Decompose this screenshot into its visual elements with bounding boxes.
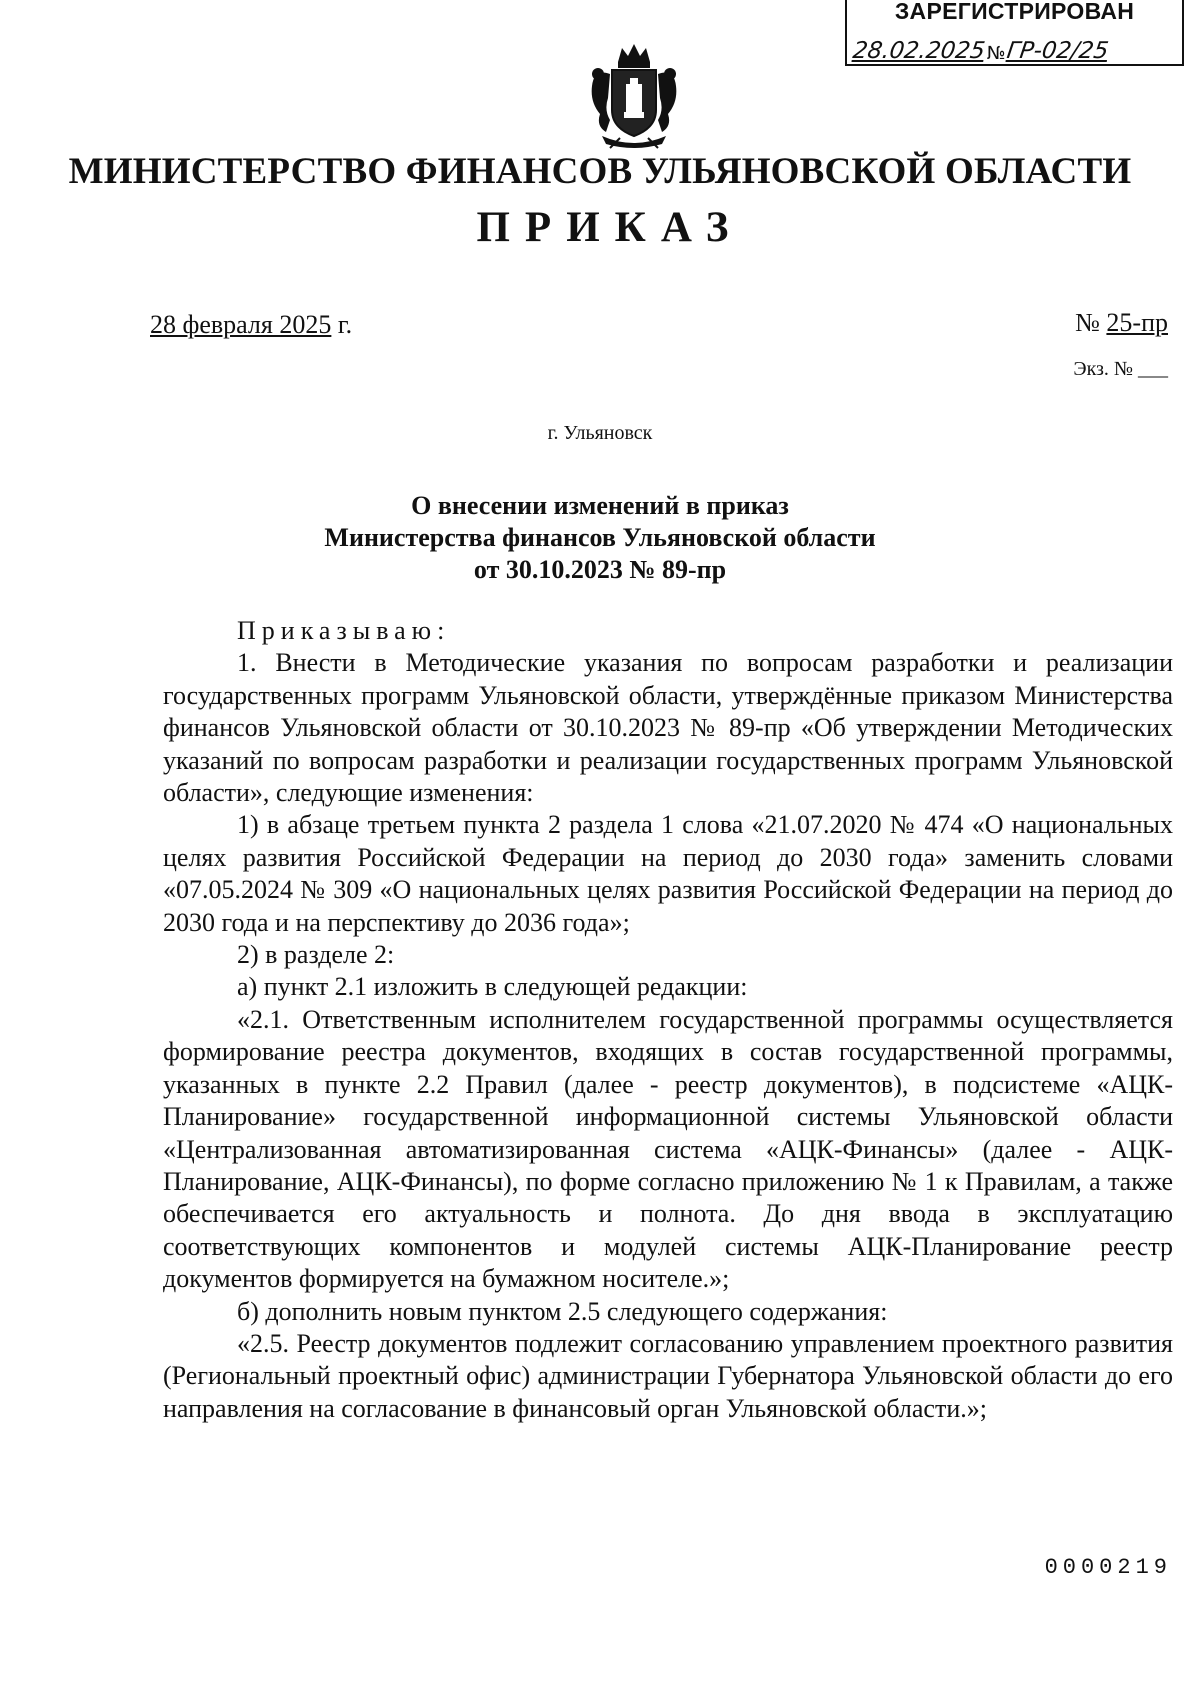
order-title-line-3: от 30.10.2023 № 89-пр	[473, 555, 727, 584]
order-body	[163, 615, 1173, 1425]
paragraph-5: «2.1. Ответственным исполнителем государственной программы осуществляется формирование реестра документов, входящих в состав государственной программы, указанных в пункте 2.2 Правил (далее - реестр документов), в подсистеме «АЦК-Планирование» государственной информационной системы Ульяновской области «Централизованная автоматизированная система «АЦК-Финансы» (далее - АЦК-Планирование, АЦК-Финансы), по форме согласно приложению № 1 к Правилам, а также обеспечивается его актуальность и полнота. До дня ввода в эксплуатацию соответствующих компонентов и модулей системы АЦК-Планирование реестр документов формируется на бумажном носителе.»;	[163, 1004, 1173, 1294]
stamp-registration-line	[853, 34, 1176, 64]
order-title-line-1: О внесении изменений в приказ	[411, 491, 789, 520]
order-date-suffix: г.	[331, 310, 353, 339]
paragraph-3: 2) в разделе 2:	[237, 940, 395, 970]
ministry-name: МИНИСТЕРСТВО ФИНАНСОВ УЛЬЯНОВСКОЙ ОБЛАСТИ	[68, 151, 1132, 192]
stamp-number-sign: №	[986, 43, 1006, 64]
order-date-value: 28 февраля 2025	[150, 310, 332, 339]
paragraph-2: 1) в абзаце третьем пункта 2 раздела 1 слова «21.07.2020 № 474 «О национальных целях развития Российской Федерации на период до 2030 года» заменить словами «07.05.2024 № 309 «О национальных целях развития Российской Федерации на период до 2030 года и на перспективу до 2036 года»;	[163, 810, 1173, 937]
order-title-line-2: Министерства финансов Ульяновской области	[324, 523, 876, 552]
stamp-title: ЗАРЕГИСТРИРОВАН	[894, 0, 1135, 24]
order-number-prefix: №	[1075, 308, 1107, 337]
document-type: ПРИКАЗ	[476, 204, 744, 251]
order-date	[150, 310, 352, 340]
order-title	[0, 490, 1200, 586]
paragraph-intro: Приказываю:	[237, 616, 451, 645]
coat-of-arms-icon	[580, 40, 688, 150]
paragraph-4: а) пункт 2.1 изложить в следующей редакции:	[237, 972, 748, 1002]
order-number	[1075, 308, 1168, 338]
city: г. Ульяновск	[547, 422, 653, 444]
paragraph-1: 1. Внести в Методические указания по вопросам разработки и реализации государственных программ Ульяновской области, утверждённые приказом Министерства финансов Ульяновской области от 30.10.2023 № 89-пр «Об утверждении Методических указаний по вопросам разработки и реализации государственных программ Ульяновской области», следующие изменения:	[163, 648, 1173, 808]
copy-number: Экз. № ___	[1073, 358, 1168, 380]
paragraph-6: б) дополнить новым пунктом 2.5 следующего содержания:	[237, 1296, 888, 1326]
order-number-value: 25-пр	[1106, 308, 1168, 337]
stamp-date: 28.02.2025	[851, 38, 987, 64]
page-serial-number: 0000219	[1044, 1555, 1172, 1580]
paragraph-7: «2.5. Реестр документов подлежит согласованию управлением проектного развития (Региональный проектный офис) администрации Губернатора Ульяновской области до его направления на согласование в финансовый орган Ульяновской области.»;	[163, 1328, 1173, 1423]
stamp-reg-number: ГР-02/25	[1005, 38, 1111, 64]
registration-stamp	[845, 0, 1184, 66]
